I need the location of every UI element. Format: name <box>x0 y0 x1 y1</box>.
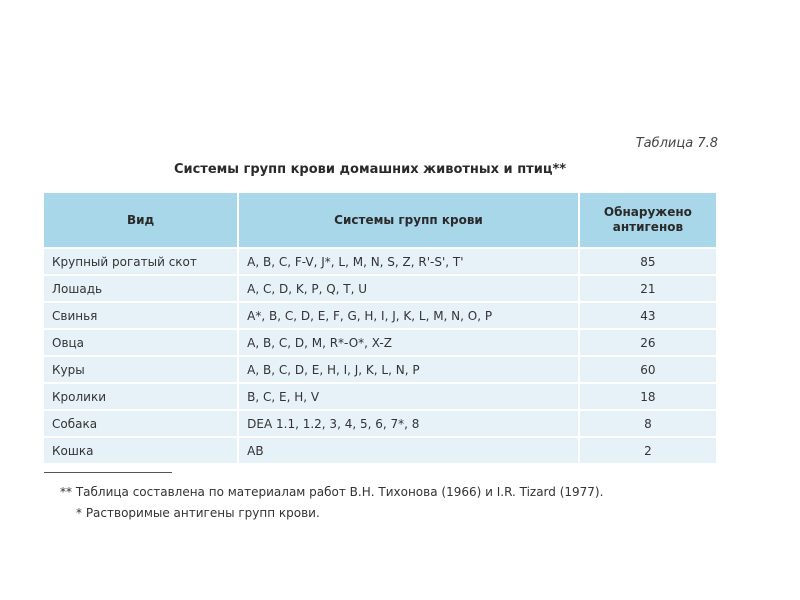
cell-antigens: 60 <box>579 356 716 383</box>
cell-antigens: 85 <box>579 248 716 275</box>
table-header-row <box>44 193 716 248</box>
blood-groups-table <box>44 193 716 463</box>
cell-antigens: 43 <box>579 302 716 329</box>
cell-antigens: 8 <box>579 410 716 437</box>
cell-antigens: 26 <box>579 329 716 356</box>
header-species: Вид <box>44 193 238 248</box>
table-row <box>44 302 716 329</box>
table-title: Системы групп крови домашних животных и птиц** <box>173 162 567 177</box>
table-row <box>44 410 716 437</box>
cell-antigens: 2 <box>579 437 716 463</box>
cell-species: Овца <box>44 329 238 356</box>
cell-antigens: 21 <box>579 275 716 302</box>
header-antigens: Обнаружено антигенов <box>579 193 716 248</box>
footnote-source: ** Таблица составлена по материалам работ В.Н. Тихонова (1966) и I.R. Tizard (1977). <box>60 485 604 499</box>
cell-systems: A, B, C, F-V, J*, L, M, N, S, Z, R'-S', T' <box>238 248 579 275</box>
table-number: Таблица 7.8 <box>635 136 718 151</box>
footnote-soluble-antigens: * Растворимые антигены групп крови. <box>76 506 320 520</box>
cell-systems: A*, B, C, D, E, F, G, H, I, J, K, L, M, N, O, P <box>238 302 579 329</box>
cell-systems: A, B, C, D, E, H, I, J, K, L, N, P <box>238 356 579 383</box>
cell-species: Крупный рогатый скот <box>44 248 238 275</box>
cell-species: Кошка <box>44 437 238 463</box>
table-row <box>44 248 716 275</box>
table-row <box>44 437 716 463</box>
header-systems: Системы групп крови <box>238 193 579 248</box>
cell-species: Куры <box>44 356 238 383</box>
cell-systems: A, B, C, D, M, R*-O*, X-Z <box>238 329 579 356</box>
cell-systems: AB <box>238 437 579 463</box>
cell-species: Лошадь <box>44 275 238 302</box>
table-row <box>44 383 716 410</box>
cell-systems: DEA 1.1, 1.2, 3, 4, 5, 6, 7*, 8 <box>238 410 579 437</box>
footnote-divider <box>44 472 172 473</box>
cell-antigens: 18 <box>579 383 716 410</box>
table-row <box>44 275 716 302</box>
cell-species: Кролики <box>44 383 238 410</box>
table-row <box>44 356 716 383</box>
cell-systems: A, C, D, K, P, Q, T, U <box>238 275 579 302</box>
cell-species: Собака <box>44 410 238 437</box>
cell-species: Свинья <box>44 302 238 329</box>
table-row <box>44 329 716 356</box>
cell-systems: B, C, E, H, V <box>238 383 579 410</box>
